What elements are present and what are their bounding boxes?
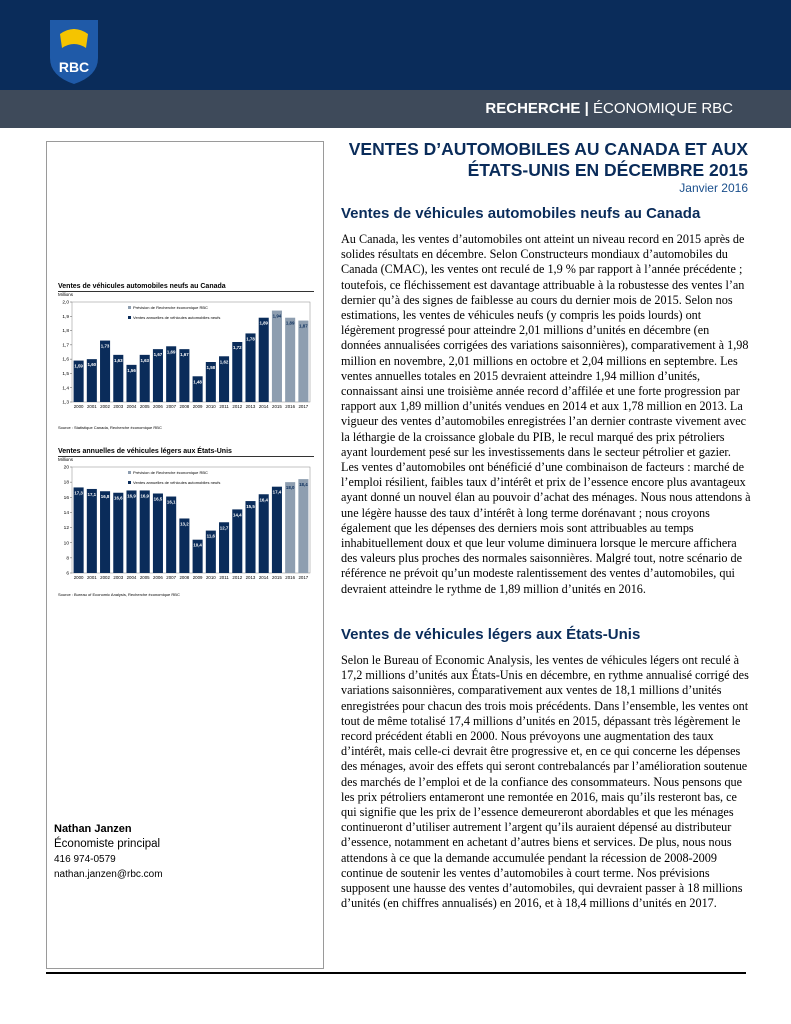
bar-value-label: 1,69 — [166, 349, 176, 355]
x-tick-label: 2011 — [219, 575, 229, 580]
chart-usa — [58, 448, 314, 602]
chart-title: Ventes annuelles de véhicules légers aux États-Unis — [58, 448, 232, 455]
legend-swatch-actual — [128, 481, 131, 484]
footer-rule — [46, 972, 746, 974]
bar-value-label: 15,5 — [246, 504, 255, 510]
bar — [100, 491, 110, 573]
x-tick-label: 2004 — [126, 575, 137, 580]
bar-value-label: 1,89 — [285, 320, 295, 326]
x-tick-label: 2006 — [153, 404, 163, 409]
author-role: Économiste principal — [54, 838, 161, 850]
bar-value-label: 17,1 — [87, 491, 97, 497]
bar — [126, 490, 136, 573]
y-tick-label: 20 — [63, 465, 69, 471]
x-tick-label: 2004 — [126, 404, 137, 409]
bar-value-label: 1,59 — [74, 363, 83, 369]
bar-value-label: 1,87 — [299, 323, 308, 329]
bar — [232, 342, 242, 402]
bar-value-label: 1,62 — [219, 359, 229, 365]
legend-actual: Ventes annuelles de véhicules automobiles neufs — [133, 315, 221, 320]
y-tick-label: 1,9 — [62, 314, 69, 320]
bar-value-label: 16,8 — [100, 494, 110, 500]
bar-value-label: 16,5 — [153, 496, 163, 502]
chart-units: Millions — [58, 292, 74, 297]
x-tick-label: 2010 — [205, 404, 216, 409]
bar-value-label: 18,4 — [299, 482, 308, 488]
bar-value-label: 1,78 — [246, 336, 255, 342]
x-tick-label: 2017 — [298, 404, 309, 409]
bar-value-label: 16,1 — [166, 499, 176, 505]
x-tick-label: 2014 — [258, 575, 269, 580]
x-tick-label: 2015 — [272, 575, 282, 580]
legend-forecast: Prévision de Recherche économique RBC — [133, 305, 208, 310]
bar-value-label: 1,94 — [272, 313, 282, 319]
chart-plot — [58, 462, 314, 596]
bar-value-label: 13,2 — [180, 521, 189, 527]
chart-plot — [58, 297, 314, 427]
bar-value-label: 10,4 — [193, 542, 202, 548]
bar — [179, 518, 189, 573]
bar-value-label: 17,4 — [272, 489, 282, 495]
chart-units: Millions — [58, 457, 74, 462]
legend-swatch-forecast — [128, 306, 131, 309]
bar — [87, 489, 97, 573]
x-tick-label: 2013 — [245, 575, 256, 580]
bar — [166, 346, 176, 402]
x-tick-label: 2017 — [298, 575, 309, 580]
bar — [113, 493, 123, 573]
y-tick-label: 14 — [63, 511, 69, 517]
x-tick-label: 2012 — [232, 575, 243, 580]
bar — [259, 318, 269, 402]
legend-swatch-forecast — [128, 471, 131, 474]
bar-value-label: 16,6 — [114, 495, 123, 501]
y-tick-label: 10 — [63, 541, 69, 547]
bar — [166, 497, 176, 573]
author-name: Nathan Janzen — [54, 823, 132, 835]
x-tick-label: 2015 — [272, 404, 282, 409]
x-tick-label: 2001 — [86, 575, 97, 580]
y-tick-label: 8 — [66, 556, 69, 562]
bar-value-label: 1,56 — [127, 367, 136, 373]
bar — [259, 494, 269, 573]
x-tick-label: 2016 — [285, 404, 296, 409]
section-text-canada: Au Canada, les ventes d’automobiles ont atteint un niveau record en 2015 après de solides résultats en décembre. Selon Constructeurs mondiaux d’automobiles du Canada (CMAC), les ventes ont reculé de 1,9 % par rapport à l’année précédente ; toutefois, ce fléchissement est davantage attribuable à la robustesse des ventes l’an dernier qu’à des signes de faiblesse au cours du dernier mois de 2015. Selon nos estimations, les ventes de véhicules neufs (y compris les poids lourds) ont légèrement progressé pour atteindre 2,01 millions d’unités en décembre (en données annualisées corrigées des variations saisonnières), comparativement à 1,98 million en novembre, 2,01 millions en octobre et 2,04 millions en septembre. Les ventes annuelles totales en 2015 devraient atteindre 1,94 million d’unités, connaissant ainsi une troisième année record d’affilée et une forte progression par rapport aux 1,89 million d’unités vendues en 2014 et aux 1,78 million en 2013. La vigueur des ventes d’automobiles enregistrées l’an dernier contraste vivement avec la léthargie de la croissance globale du PIB, le recul marqué des prix pétroliers ayant lourdement pesé sur les investissements dans le secteur pétrolier et gazier. Les ventes d’automobiles ont bénéficié d’une combinaison de facteurs : marché de l’emploi résilient, faibles taux d’intérêt et prix de l’essence encore plus avantageux ayant donné un nouvel élan au pouvoir d’achat des ménages. Nous nous attendons à une légère hausse des taux d’intérêt à long terme dorénavant ; nous croyons également que les dépenses des derniers mois sont attribuables au temps inhabituellement doux et que leur volume diminuera lorsque le mercure affichera des valeurs plus proches des normales saisonnières. Malgré tout, notre scénario de référence ne prévoit qu’un modeste ralentissement des ventes d’automobiles, qui devraient atteindre le rythme de 1,89 million d’unités en 2016. — [341, 232, 751, 596]
author-block — [54, 822, 163, 882]
x-tick-label: 2012 — [232, 404, 243, 409]
bar — [298, 321, 308, 402]
bar-value-label: 1,63 — [114, 357, 123, 363]
x-tick-label: 2005 — [139, 404, 150, 409]
chart-source: Source : Statistique Canada, Recherche économique RBC — [58, 425, 162, 430]
bar-value-label: 1,67 — [180, 352, 189, 358]
x-tick-label: 2002 — [100, 404, 110, 409]
legend-swatch-actual — [128, 316, 131, 319]
legend-actual: Ventes annuelles de véhicules automobiles neufs — [133, 480, 221, 485]
x-tick-label: 2014 — [258, 404, 269, 409]
chart-title: Ventes de véhicules automobiles neufs au Canada — [58, 283, 226, 290]
x-tick-label: 2000 — [73, 575, 84, 580]
chart-rule — [58, 456, 314, 457]
bar — [153, 494, 163, 574]
chart-canada — [58, 283, 314, 433]
bar-value-label: 14,4 — [233, 512, 242, 518]
bar-value-label: 16,9 — [140, 493, 149, 499]
legend-forecast: Prévision de Recherche économique RBC — [133, 470, 208, 475]
bar-value-label: 1,89 — [259, 320, 268, 326]
bar-value-label: 1,73 — [100, 343, 110, 349]
bar-value-label: 1,48 — [193, 379, 202, 385]
page-date: Janvier 2016 — [679, 181, 748, 195]
bar — [74, 487, 84, 573]
x-tick-label: 2003 — [113, 575, 124, 580]
section-label: RECHERCHE | ÉCONOMIQUE RBC — [485, 100, 733, 117]
bar-value-label: 12,7 — [219, 525, 229, 531]
y-tick-label: 12 — [63, 526, 69, 532]
bar — [100, 341, 110, 402]
bar-value-label: 17,3 — [74, 490, 83, 496]
section-text-usa: Selon le Bureau of Economic Analysis, les ventes de véhicules légers ont reculé à 17,2 millions d’unités aux États-Unis en décembre, en rythme annualisé corrigé des variations saisonnières, comparativement aux ventes de 18,1 millions d’unités enregistrées pour chacun des trois mois précédents. Dans l’ensemble, les ventes ont tout de même totalisé 17,4 millions d’unités en 2015, dépassant très légèrement le record précédent établi en 2000. Nous prévoyons une augmentation des taux d’intérêt, mais celle-ci devrait être progressive et, en ce qui concerne les dépenses des ménages, avoir des effets qui seront contrebalancés par l’amélioration soutenue des marchés de l’emploi et de la confiance des consommateurs. Nous pensons que les prix pétroliers entameront une remontée en 2016, mais qu’ils resteront bas, ce qui signifie que les prix de l’essence demeureront abordables et que les ménages continueront d’utiliser autrement l’argent qu’ils auraient dépensé au distributeur d’essence, notamment en achetant d’autres biens et services. De plus, nous nous attendons à ce que la demande accumulée pendant la récession de 2008-2009 continue de soutenir les ventes d’automobiles à court terme. Nos prévisions supposent une hausse des ventes d’automobiles, qui devraient passer à 18 millions d’unités (en chiffres annualisés) en 2016, et à 18,4 millions d’unités en 2017. — [341, 653, 749, 911]
bar-value-label: 1,63 — [140, 357, 149, 363]
x-tick-label: 2006 — [153, 575, 163, 580]
rbc-logo — [46, 18, 102, 86]
bar-value-label: 1,58 — [206, 365, 216, 370]
bar — [285, 318, 295, 402]
x-tick-label: 2009 — [192, 575, 203, 580]
y-tick-label: 6 — [66, 571, 69, 577]
x-tick-label: 2001 — [86, 404, 97, 409]
brand-name: RBC — [58, 59, 90, 75]
x-tick-label: 2005 — [139, 575, 150, 580]
bar — [272, 311, 282, 402]
y-tick-label: 18 — [63, 480, 69, 486]
y-tick-label: 1,3 — [62, 400, 69, 406]
chart-rule — [58, 291, 314, 292]
bar-value-label: 16,4 — [259, 497, 268, 503]
y-tick-label: 1,6 — [62, 357, 69, 363]
x-tick-label: 2011 — [219, 404, 229, 409]
y-tick-label: 2,0 — [62, 300, 69, 306]
bar-value-label: 1,72 — [233, 345, 242, 350]
y-tick-label: 1,4 — [62, 386, 69, 392]
x-tick-label: 2002 — [100, 575, 110, 580]
author-phone: 416 974-0579 — [54, 854, 116, 865]
x-tick-label: 2010 — [205, 575, 216, 580]
y-tick-label: 1,8 — [62, 329, 69, 335]
x-tick-label: 2003 — [113, 404, 124, 409]
x-tick-label: 2016 — [285, 575, 296, 580]
x-tick-label: 2007 — [166, 404, 177, 409]
page-title: VENTES D’AUTOMOBILES AU CANADA ET AUX ÉTATS-UNIS EN DÉCEMBRE 2015 — [348, 139, 748, 180]
bar — [298, 479, 308, 573]
bar-value-label: 18,0 — [285, 485, 295, 491]
section-heading-canada: Ventes de véhicules automobiles neufs au Canada — [341, 205, 701, 222]
x-tick-label: 2013 — [245, 404, 256, 409]
bar — [272, 487, 282, 573]
x-tick-label: 2007 — [166, 575, 177, 580]
author-email[interactable]: nathan.janzen@rbc.com — [54, 869, 163, 880]
bar — [245, 501, 255, 573]
bar — [285, 482, 295, 573]
x-tick-label: 2008 — [179, 404, 190, 409]
y-tick-label: 16 — [63, 495, 69, 501]
x-tick-label: 2009 — [192, 404, 203, 409]
bar-value-label: 11,6 — [206, 533, 215, 539]
section-heading-usa: Ventes de véhicules légers aux États-Unis — [341, 626, 641, 643]
header-bar — [0, 0, 791, 104]
y-tick-label: 1,5 — [62, 372, 69, 378]
bar-value-label: 16,9 — [127, 493, 136, 499]
y-tick-label: 1,7 — [62, 343, 69, 349]
chart-source: Source : Bureau of Economic Analysis, Recherche économique RBC — [58, 592, 180, 597]
x-tick-label: 2008 — [179, 575, 190, 580]
bar — [140, 490, 150, 573]
bar-value-label: 1,67 — [153, 352, 163, 358]
bar-value-label: 1,60 — [87, 362, 97, 368]
bar — [232, 509, 242, 573]
x-tick-label: 2000 — [73, 404, 84, 409]
bar — [245, 333, 255, 402]
